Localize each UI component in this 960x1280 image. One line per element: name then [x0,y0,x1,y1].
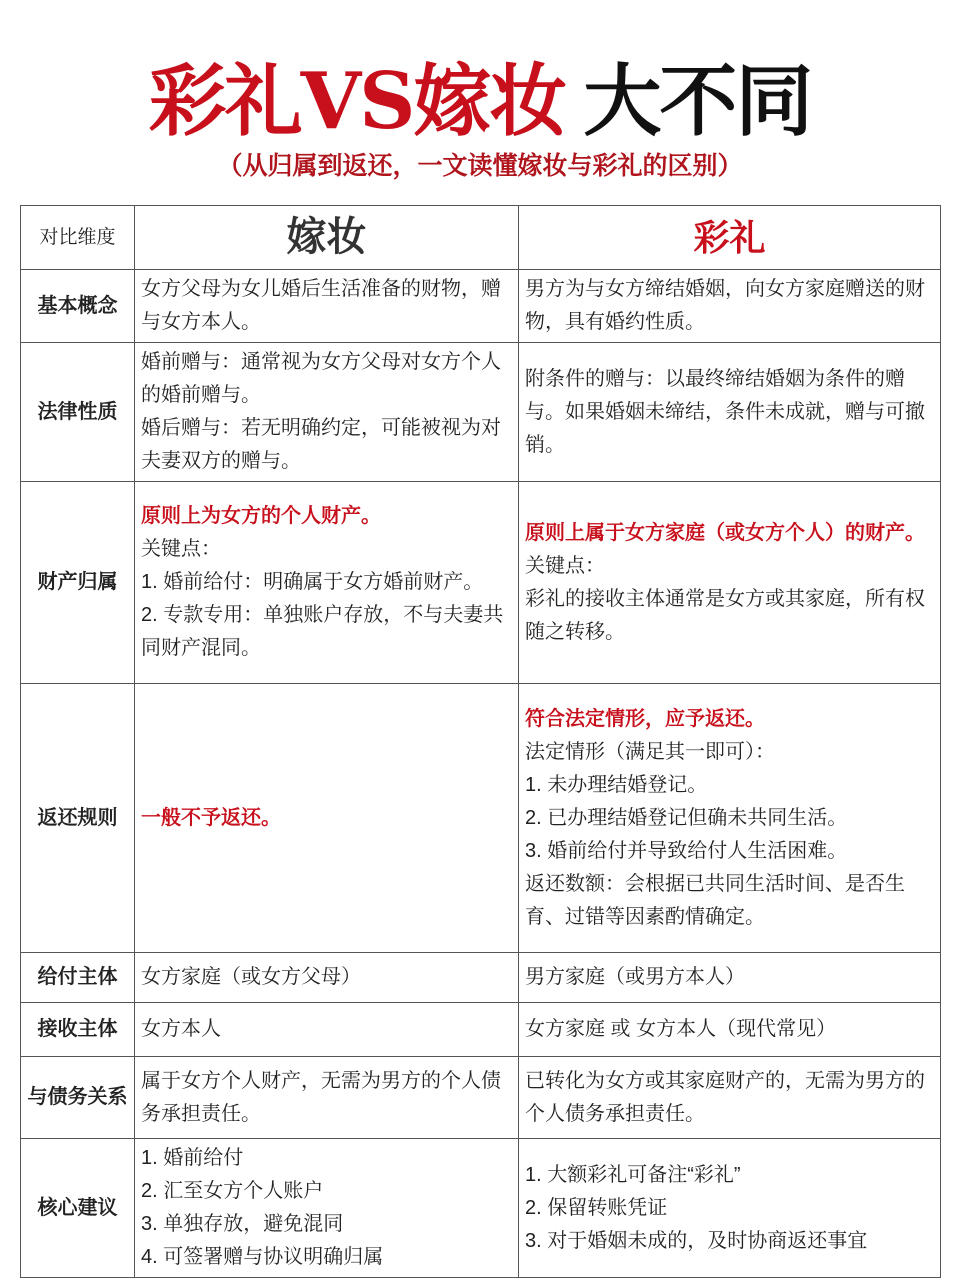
cell-text: 女方家庭 或 女方本人（现代常见） [525,1018,837,1040]
cell-text: 2. 已办理结婚登记但确未共同生活。 [525,806,848,829]
row-dimension: 法律性质 [21,343,135,482]
cell-text: 女方本人 [141,1018,221,1040]
row-dimension: 给付主体 [21,953,135,1003]
cell-text: 附条件的赠与：以最终缔结婚姻为条件的赠与。如果婚姻未缔结，条件未成就，赠与可撤销。 [525,367,925,456]
row-dimension: 与债务关系 [21,1057,135,1139]
subtitle: （从归属到返还，一文读懂嫁妆与彩礼的区别） [217,151,743,180]
comparison-table [20,205,941,1278]
highlight-text: 原则上为女方的个人财产。 [141,505,381,527]
jiazhuang-cell [135,953,519,1003]
row-dimension: 核心建议 [21,1139,135,1278]
highlight-text: 一般不予返还。 [141,806,281,829]
cell-text: 关键点： [525,554,605,577]
table-header [21,206,941,270]
caili-cell [519,343,941,482]
cell-text: 3. 婚前给付并导致给付人生活困难。 [525,839,848,862]
row-dimension: 财产归属 [21,482,135,684]
cell-text: 2. 专款专用：单独账户存放，不与夫妻共同财产混同。 [141,604,504,659]
caili-cell [519,1003,941,1057]
jiazhuang-cell [135,684,519,953]
row-dimension: 返还规则 [21,684,135,953]
cell-text: 3. 单独存放，避免混同 [141,1213,344,1235]
table-row [21,1057,941,1139]
table-row [21,343,941,482]
cell-text: 返还数额：会根据已共同生活时间、是否生育、过错等因素酌情确定。 [525,872,905,928]
jiazhuang-cell [135,1003,519,1057]
cell-text: 关键点： [141,538,221,560]
cell-text: 男方为与女方缔结婚姻，向女方家庭赠送的财物，具有婚约性质。 [525,278,925,333]
table-row [21,953,941,1003]
cell-text: 婚前赠与：通常视为女方父母对女方个人的婚前赠与。 [141,351,501,406]
row-dimension: 接收主体 [21,1003,135,1057]
cell-text: 婚后赠与：若无明确约定，可能被视为对夫妻双方的赠与。 [141,417,501,472]
table-row [21,482,941,684]
highlight-text: 原则上属于女方家庭（或女方个人）的财产。 [525,521,925,544]
cell-text: 已转化为女方或其家庭财产的，无需为男方的个人债务承担责任。 [525,1069,925,1125]
header-caili: 彩礼 [519,206,941,270]
jiazhuang-cell [135,343,519,482]
cell-text: 4. 可签署赠与协议明确归属 [141,1246,384,1268]
cell-text: 1. 婚前给付：明确属于女方婚前财产。 [141,571,484,593]
cell-text: 女方家庭（或女方父母） [141,966,361,988]
jiazhuang-cell [135,1139,519,1278]
cell-text: 男方家庭（或男方本人） [525,966,745,988]
title-red: 彩礼VS嫁妆 [148,56,566,147]
cell-text: 属于女方个人财产，无需为男方的个人债务承担责任。 [141,1069,501,1125]
jiazhuang-cell [135,482,519,684]
row-dimension: 基本概念 [21,270,135,343]
title-black: 大不同 [583,56,812,147]
caili-cell [519,1057,941,1139]
table-row [21,270,941,343]
table-row [21,1003,941,1057]
cell-text: 女方父母为女儿婚后生活准备的财物，赠与女方本人。 [141,278,501,333]
cell-text: 法定情形（满足其一即可）： [525,740,775,763]
header-jiazhuang: 嫁妆 [135,206,519,270]
cell-text: 1. 大额彩礼可备注“彩礼” [525,1163,741,1186]
table-row [21,684,941,953]
jiazhuang-cell [135,270,519,343]
cell-text: 2. 汇至女方个人账户 [141,1180,324,1202]
cell-text: 1. 未办理结婚登记。 [525,773,708,796]
page-title [0,52,960,152]
caili-cell [519,953,941,1003]
caili-cell [519,482,941,684]
jiazhuang-cell [135,1057,519,1139]
caili-cell [519,1139,941,1278]
cell-text: 3. 对于婚姻未成的，及时协商返还事宜 [525,1229,868,1252]
cell-text: 彩礼的接收主体通常是女方或其家庭，所有权随之转移。 [525,587,925,643]
caili-cell [519,270,941,343]
highlight-text: 符合法定情形，应予返还。 [525,707,765,730]
cell-text: 2. 保留转账凭证 [525,1196,668,1219]
table-row [21,1139,941,1278]
header-dimension: 对比维度 [21,206,135,270]
caili-cell [519,684,941,953]
cell-text: 1. 婚前给付 [141,1147,244,1169]
